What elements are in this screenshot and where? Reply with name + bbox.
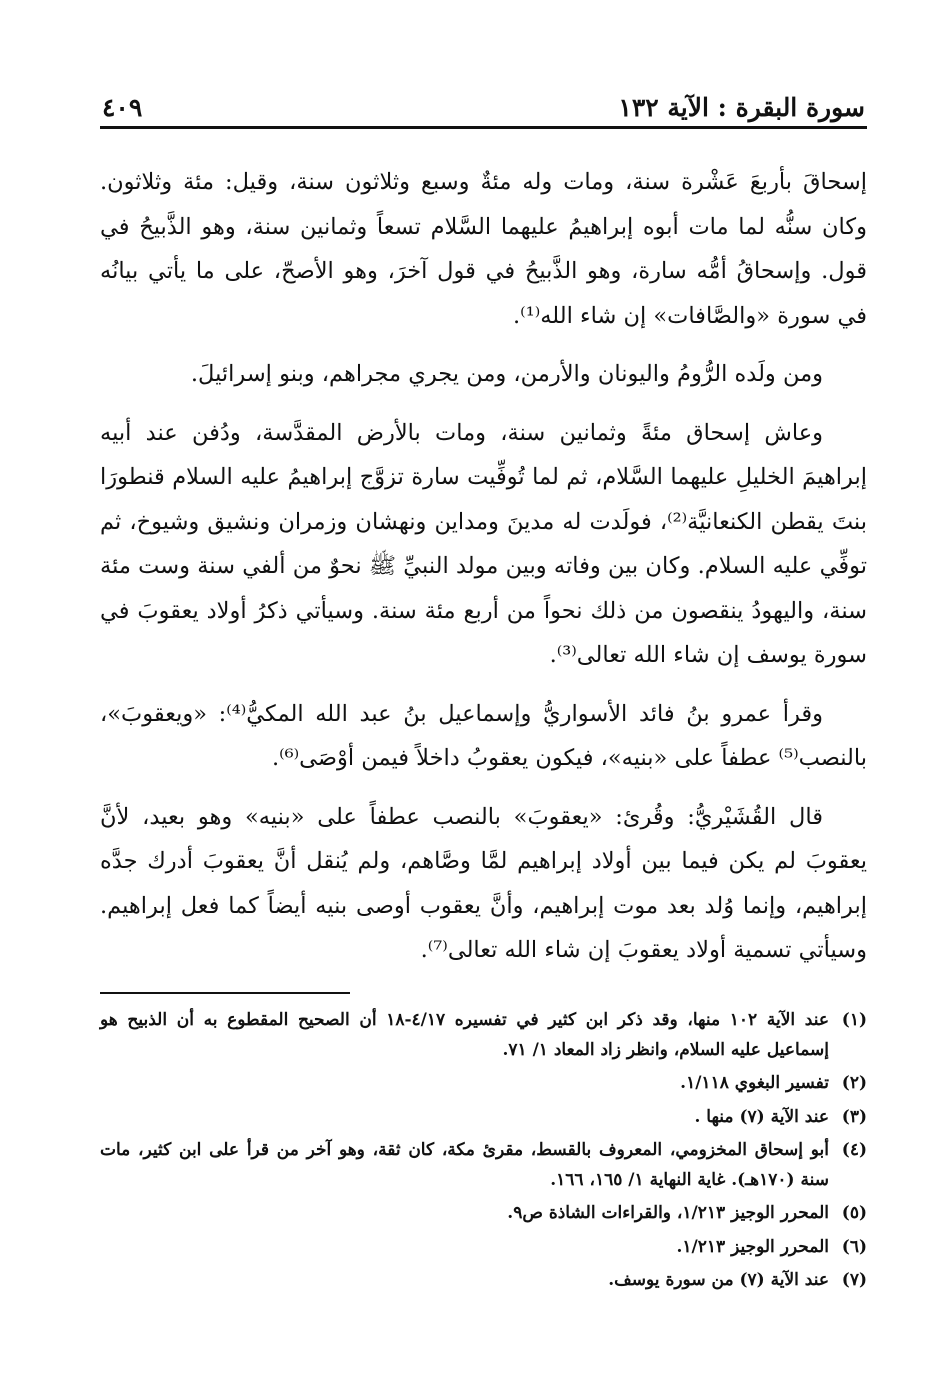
footnote-number: (٥) xyxy=(841,1203,867,1223)
running-header xyxy=(102,84,865,124)
paragraph-3: وعاش إسحاق مئةً وثمانين سنة، ومات بالأرض المقدَّسة، ودُفن عند أبيه إبراهيمَ الخليلِ عليهما السَّلام، ثم لما تُوفِّيت سارة تزوَّج إبراهيمُ عليه السلام قنطورَا بنتَ يقطن الكنعانيَّة⁽²⁾، فولَدت له مدينَ ومداين ونهشان وزمران ونشيق وشيوخ، ثم توفِّي عليه السلام. وكان بين وفاته وبين مولد النبيِّ ﷺ نحوٌ من ألفي سنة وست مئة سنة، واليهودُ ينقصون من ذلك نحواً من أربع مئة سنة. وسيأتي ذكرُ أولاد يعقوبَ في سورة يوسف إن شاء الله تعالى⁽³⁾. xyxy=(100,419,867,668)
footnote-1 xyxy=(100,1006,867,1065)
paragraph-5: قال القُشَيْريُّ: وقُرئ: «يعقوبَ» بالنصب عطفاً على «بنيه» وهو بعيد، لأنَّ يعقوبَ لم يكن فيما بين أولاد إبراهيم لمَّا وصَّاهم، ولم يُنقل أنَّ يعقوبَ أدرك جدَّه إبراهيم، وإنما وُلد بعد موت إبراهيم، وأنَّ يعقوب أوصى بنيه أيضاً كما فعل إبراهيم. وسيأتي تسمية أولاد يعقوبَ إن شاء الله تعالى⁽⁷⁾. xyxy=(100,803,867,963)
footnote-number: (٢) xyxy=(841,1073,867,1093)
footnote-text: أبو إسحاق المخزومي، المعروف بالقسط، مقرئ مكة، كان ثقة، وهو آخر من قرأ على ابن كثير، مات سنة (١٧٠هـ). غاية النهاية ١/ ١٦٥، ١٦٦. xyxy=(100,1140,829,1190)
footnote-divider xyxy=(100,992,350,994)
footnote-5 xyxy=(100,1199,867,1229)
paragraph-1: إسحاقَ بأربعَ عَشْرة سنة، ومات وله مئةٌ وسبع وثلاثون سنة، وقيل: مئة وثلاثون. وكان سنُّه لما مات أبوه إبراهيمُ عليهما السَّلام تسعاً وثمانين سنة، وهو الذَّبيحُ في قول. وإسحاقُ أمُّه سارة، وهو الذَّبيحُ في قول آخرَ، وهو الأصحّ، على ما يأتي بيانُه في سورة «والصَّافات» إن شاء الله⁽¹⁾. xyxy=(100,169,867,329)
paragraph-4: وقرأ عمرو بنُ فائد الأسواريُّ وإسماعيل بنُ عبد الله المكيُّ⁽⁴⁾: «ويعقوبَ»، بالنصب⁽⁵⁾ عطفاً على «بنيه»، فيكون يعقوبُ داخلاً فيمن أوْصَى⁽⁶⁾. xyxy=(100,700,867,771)
footnote-number: (٧) xyxy=(841,1270,867,1290)
footnote-text: عند الآية ١٠٢ منها، وقد ذكر ابن كثير في تفسيره ٤/١٧-١٨ أن الصحيح المقطوع به أن الذبيح هو إسماعيل عليه السلام، وانظر زاد المعاد ١/ ٧١. xyxy=(100,1010,829,1060)
footnote-text: عند الآية (٧) من سورة يوسف. xyxy=(608,1270,829,1290)
main-text xyxy=(100,160,867,987)
footnote-4 xyxy=(100,1136,867,1195)
footnote-text: المحرر الوجيز ١/٢١٣، والقراءات الشاذة ص٩. xyxy=(507,1203,829,1223)
paragraph-2: ومن ولَده الرُّومُ واليونان والأرمن، ومن يجري مجراهم، وبنو إسرائيلَ. xyxy=(190,361,823,387)
footnote-number: (٤) xyxy=(841,1140,867,1160)
footnote-text: عند الآية (٧) منها . xyxy=(694,1106,829,1127)
footnote-number: (١) xyxy=(841,1010,867,1030)
footnote-text: المحرر الوجيز ١/٢١٣. xyxy=(676,1236,829,1257)
header-divider xyxy=(100,126,867,129)
footnote-text: تفسير البغوي ١/١١٨. xyxy=(680,1073,829,1093)
footnote-7 xyxy=(100,1266,867,1296)
page-number: ٤٠٩ xyxy=(102,93,143,122)
footnotes xyxy=(100,1006,867,1300)
running-title: سورة البقرة : الآية ١٣٢ xyxy=(618,93,865,122)
footnote-3 xyxy=(100,1103,867,1133)
footnote-2 xyxy=(100,1069,867,1099)
footnote-number: (٦) xyxy=(841,1236,867,1257)
footnote-number: (٣) xyxy=(841,1106,867,1127)
footnote-6 xyxy=(100,1233,867,1263)
